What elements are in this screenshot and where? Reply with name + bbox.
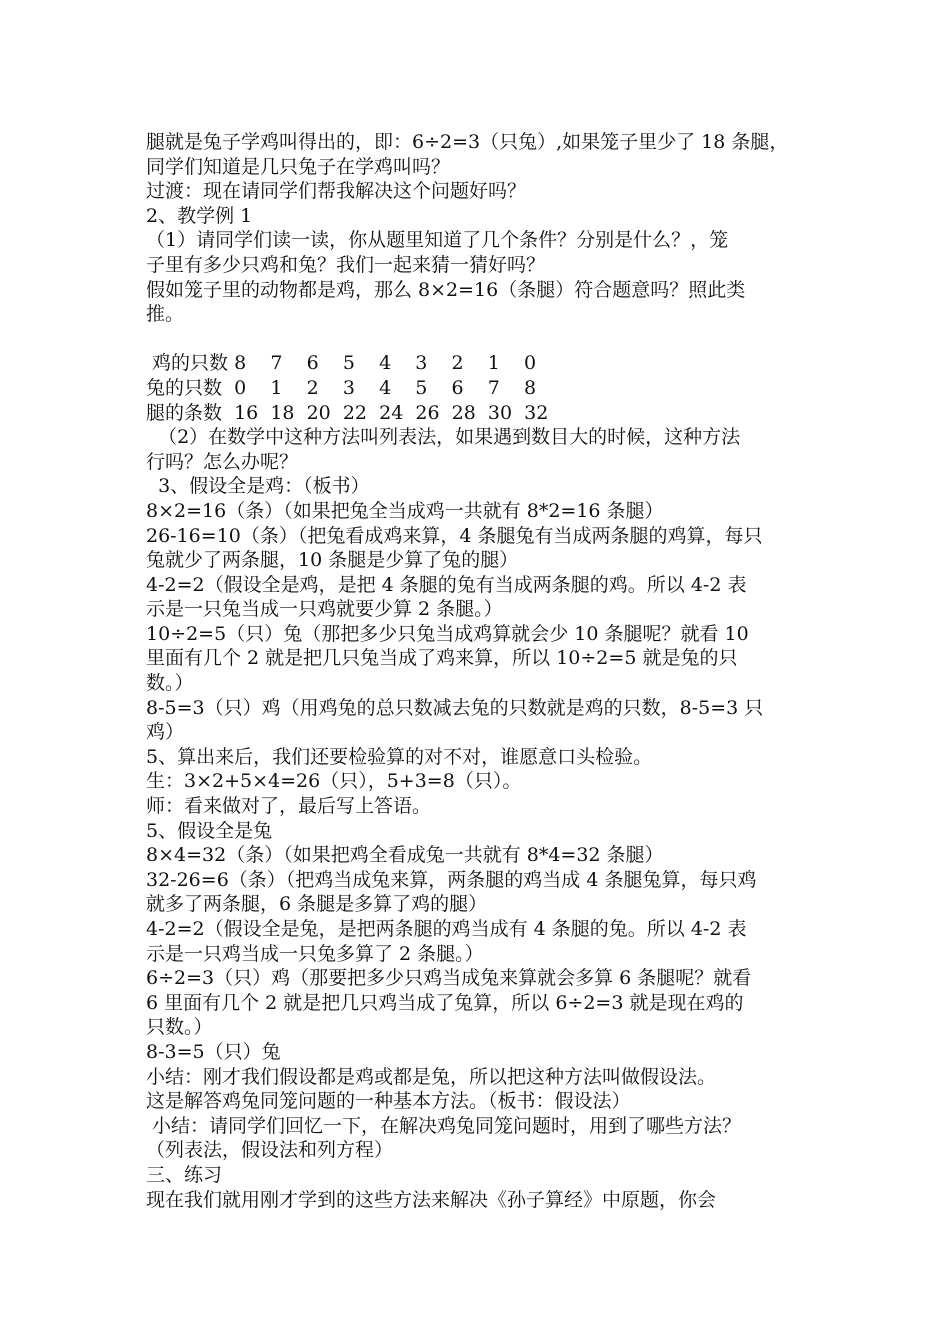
text-line: 推。	[146, 303, 185, 326]
text-line: （2）在数学中这种方法叫列表法，如果遇到数目大的时候，这种方法	[146, 426, 741, 449]
text-line: 同学们知道是几只兔子在学鸡叫吗？	[146, 155, 451, 178]
text-line: 鸡）	[146, 721, 185, 744]
text-line: 只数。）	[146, 1016, 213, 1039]
text-line: 5、假设全是兔	[146, 819, 273, 842]
text-line: 假如笼子里的动物都是鸡，那么 8×2=16（条腿）符合题意吗？照此类	[146, 278, 746, 301]
text-line: 32-26=6（条）（把鸡当成兔来算，两条腿的鸡当成 4 条腿兔算，每只鸡	[146, 868, 757, 891]
text-line: 示是一只鸡当成一只兔多算了 2 条腿。）	[146, 942, 484, 965]
text-line: （列表法，假设法和列方程）	[146, 1139, 394, 1162]
text-line: 2、教学例 1	[146, 204, 253, 227]
text-line: 8-3=5（只）兔	[146, 1040, 281, 1063]
text-line: 兔的只数 0 1 2 3 4 5 6 7 8	[146, 376, 537, 399]
text-line: 小结：刚才我们假设都是鸡或都是兔，所以把这种方法叫做假设法。	[146, 1065, 717, 1088]
text-line: 里面有几个 2 就是把几只兔当成了鸡来算，所以 10÷2=5 就是兔的只	[146, 647, 738, 670]
text-line: 26-16=10（条）（把兔看成鸡来算，4 条腿兔有当成两条腿的鸡算，每只	[146, 524, 763, 547]
text-line: 10÷2=5（只）兔（那把多少只兔当成鸡算就会少 10 条腿呢？就看 10	[146, 622, 749, 645]
text-line: 兔就少了两条腿，10 条腿是少算了兔的腿）	[146, 549, 519, 572]
text-line: （1）请同学们读一读，你从题里知道了几个条件？分别是什么？，笼	[146, 229, 729, 252]
text-line: 4-2=2（假设全是兔，是把两条腿的鸡当成有 4 条腿的兔。所以 4-2 表	[146, 918, 747, 940]
text-line: 就多了两条腿，6 条腿是多算了鸡的腿）	[146, 893, 488, 916]
text-line: 6÷2=3（只）鸡（那要把多少只鸡当成兔来算就会多算 6 条腿呢？就看	[146, 967, 752, 990]
text-line: 鸡的只数 8 7 6 5 4 3 2 1 0	[146, 352, 537, 375]
text-line: 行吗？怎么办呢？	[146, 450, 299, 473]
text-line: 5、算出来后，我们还要检验算的对不对，谁愿意口头检验。	[146, 745, 653, 768]
text-line: 8×4=32（条）（如果把鸡全看成兔一共就有 8*4=32 条腿）	[146, 844, 664, 867]
text-line: 3、假设全是鸡：（板书）	[146, 475, 370, 498]
text-line: 4-2=2（假设全是鸡，是把 4 条腿的兔有当成两条腿的鸡。所以 4-2 表	[146, 573, 747, 596]
text-line: 数。）	[146, 672, 194, 695]
text-line: 三、练习	[146, 1163, 223, 1186]
text-line: 小结：请同学们回忆一下，在解决鸡兔同笼问题时，用到了哪些方法？	[146, 1114, 742, 1137]
text-line: 过渡：现在请同学们帮我解决这个问题好吗？	[146, 180, 527, 203]
text-line: 示是一只兔当成一只鸡就要少算 2 条腿。）	[146, 598, 503, 621]
text-line: 子里有多少只鸡和兔？我们一起来猜一猜好吗？	[146, 253, 546, 276]
text-line: 这是解答鸡兔同笼问题的一种基本方法。（板书：假设法）	[146, 1090, 631, 1113]
blank-line	[146, 327, 816, 352]
text-line: 师：看来做对了，最后写上答语。	[146, 795, 432, 818]
text-line: 现在我们就用刚才学到的这些方法来解决《孙子算经》中原题，你会	[146, 1188, 717, 1211]
text-line: 6 里面有几个 2 就是把几只鸡当成了兔算，所以 6÷2=3 就是现在鸡的	[146, 991, 744, 1014]
document-body	[146, 130, 816, 1212]
text-line: 8×2=16（条）（如果把兔全当成鸡一共就有 8*2=16 条腿）	[146, 499, 664, 522]
text-line: 腿就是兔子学鸡叫得出的，即：6÷2=3（只兔）,如果笼子里少了 18 条腿，	[146, 131, 789, 153]
text-line: 8-5=3（只）鸡（用鸡兔的总只数减去兔的只数就是鸡的只数，8-5=3 只	[146, 696, 764, 719]
text-line: 生：3×2+5×4=26（只），5+3=8（只）。	[146, 770, 522, 793]
text-line: 腿的条数 16 18 20 22 24 26 28 30 32	[146, 401, 549, 424]
